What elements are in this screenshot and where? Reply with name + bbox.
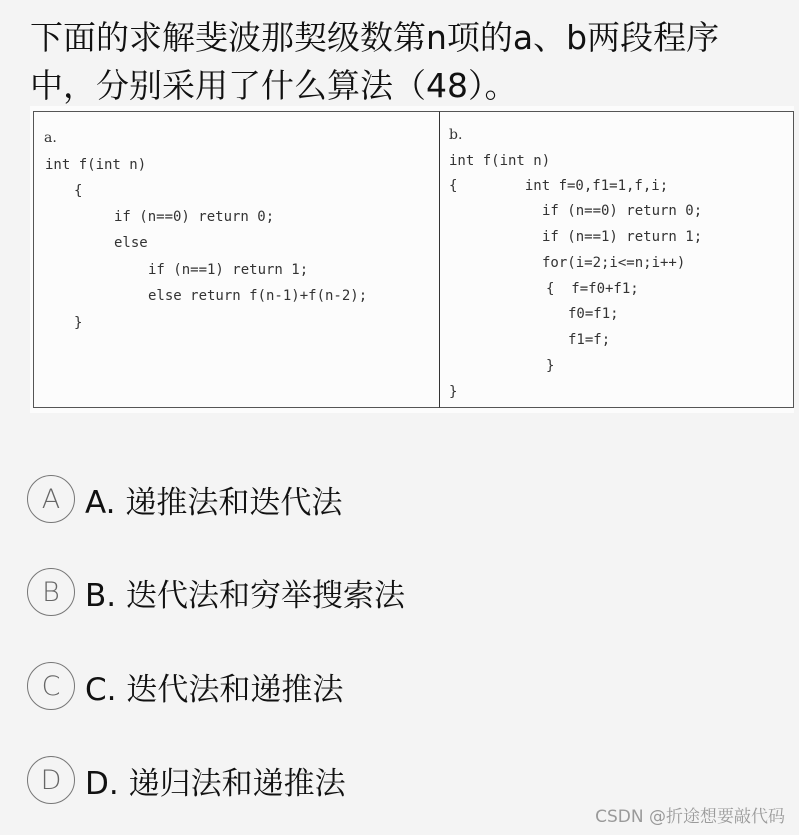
code-line: for(i=2;i<=n;i++) <box>542 255 686 271</box>
option-b-label: B. 迭代法和穷举搜索法 <box>85 577 405 614</box>
question-text: 下面的求解斐波那契级数第n项的a、b两段程序中，分别采用了什么算法（48）。 <box>30 18 720 105</box>
code-line: f1=f; <box>568 332 611 348</box>
option-a-label: A. 递推法和迭代法 <box>85 484 343 521</box>
code-line: if (n==1) return 1; <box>542 229 703 245</box>
code-line: else return f(n-1)+f(n-2); <box>148 288 368 304</box>
code-line: if (n==0) return 0; <box>114 209 275 225</box>
option-a-radio[interactable]: A <box>27 475 75 523</box>
code-line: { f=f0+f1; <box>546 281 639 297</box>
option-b[interactable] <box>27 565 727 619</box>
code-panel-a-label: a. <box>44 130 57 146</box>
option-d-radio[interactable]: D <box>27 756 75 804</box>
option-b-radio[interactable]: B <box>27 568 75 616</box>
code-line: if (n==1) return 1; <box>148 262 309 278</box>
code-panel-b <box>439 111 794 408</box>
code-line: { int f=0,f1=1,f,i; <box>449 178 669 194</box>
code-line: { <box>74 183 83 199</box>
option-c-radio[interactable]: C <box>27 662 75 710</box>
code-figure <box>30 106 794 413</box>
option-a[interactable] <box>27 472 727 526</box>
code-line: } <box>546 358 555 374</box>
option-d[interactable] <box>27 753 727 807</box>
option-c-label: C. 迭代法和递推法 <box>85 671 344 708</box>
code-line: f0=f1; <box>568 306 619 322</box>
code-line: if (n==0) return 0; <box>542 203 703 219</box>
code-line: } <box>449 384 458 400</box>
watermark: CSDN @折途想要敲代码 <box>595 807 785 827</box>
code-line: int f(int n) <box>45 157 147 173</box>
code-line: else <box>114 235 148 251</box>
code-panel-b-label: b. <box>449 127 463 143</box>
code-line: } <box>74 315 83 331</box>
option-d-label: D. 递归法和递推法 <box>85 765 346 802</box>
option-c[interactable] <box>27 659 727 713</box>
code-line: int f(int n) <box>449 153 551 169</box>
code-panel-a <box>33 111 440 408</box>
